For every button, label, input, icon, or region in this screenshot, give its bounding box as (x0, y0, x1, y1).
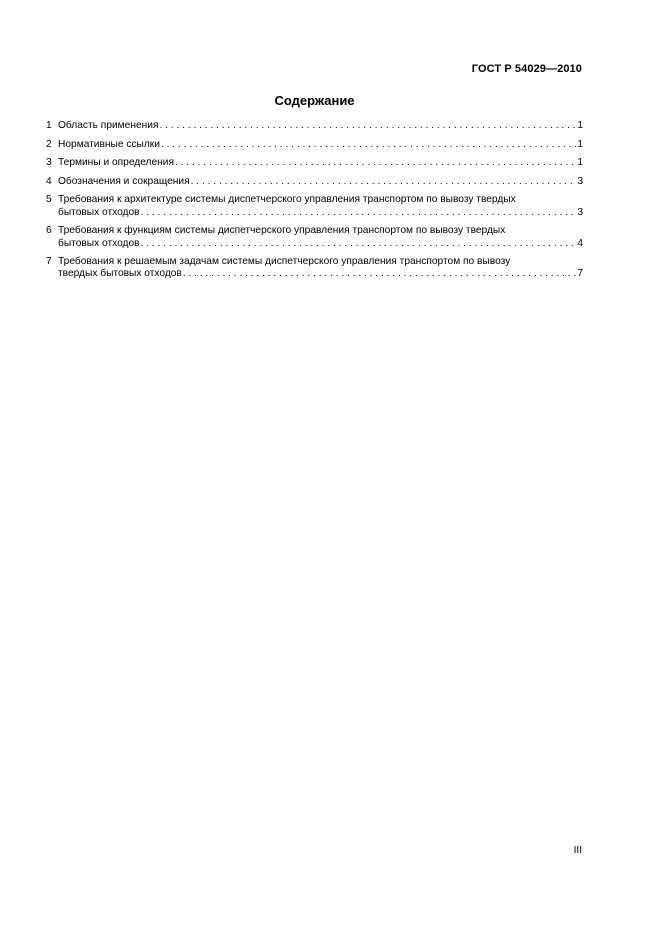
toc-item-7[interactable] (46, 256, 583, 281)
dot-leader (175, 157, 576, 169)
toc-item-number: 5 (46, 194, 52, 206)
dot-leader (191, 176, 577, 188)
toc-item-title: Термины и определения (58, 157, 174, 169)
toc-item-2[interactable] (46, 139, 583, 151)
toc-item-page: 1 (577, 157, 583, 169)
toc-item-3[interactable] (46, 157, 583, 169)
toc-item-title-line1: Требования к решаемым задачам системы диспетчерского управления транспортом по вывозу (58, 256, 511, 268)
toc-item-page: 1 (577, 120, 583, 131)
toc-item-4[interactable] (46, 176, 583, 188)
toc-item-number: 4 (46, 175, 52, 187)
document-code: ГОСТ Р 54029—2010 (471, 63, 582, 75)
dot-leader (183, 268, 576, 280)
dot-leader (141, 238, 577, 250)
toc-item-page: 4 (577, 237, 583, 249)
dot-leader (161, 139, 576, 151)
toc-item-page: 1 (577, 138, 583, 150)
toc-item-5[interactable] (46, 194, 583, 219)
toc-item-title: Обозначения и сокращения (58, 175, 190, 187)
toc-item-page: 3 (577, 175, 583, 187)
toc-title: Содержание (274, 93, 355, 108)
toc-item-number: 6 (46, 225, 52, 237)
dot-leader (159, 120, 576, 132)
page-number: III (573, 845, 582, 856)
dot-leader (141, 207, 577, 219)
toc-item-1[interactable] (46, 120, 583, 132)
toc-item-number: 1 (46, 120, 52, 131)
toc-item-title: Нормативные ссылки (58, 138, 160, 150)
table-of-contents (46, 120, 583, 287)
toc-item-title-line2: бытовых отходов (58, 206, 140, 218)
toc-item-number: 2 (46, 138, 52, 150)
toc-item-number: 7 (46, 256, 52, 268)
toc-item-page: 3 (577, 206, 583, 218)
toc-item-6[interactable] (46, 225, 583, 250)
toc-item-title: Область применения (58, 120, 159, 131)
toc-item-title-line1: Требования к архитектуре системы диспетчерского управления транспортом по вывозу твердых (58, 194, 516, 206)
toc-item-page: 7 (577, 268, 583, 280)
toc-item-title-line1: Требования к функциям системы диспетчерского управления транспортом по вывозу твердых (58, 225, 506, 237)
toc-item-title-line2: твердых бытовых отходов (58, 268, 182, 280)
toc-item-title-line2: бытовых отходов (58, 237, 140, 249)
toc-item-number: 3 (46, 157, 52, 169)
